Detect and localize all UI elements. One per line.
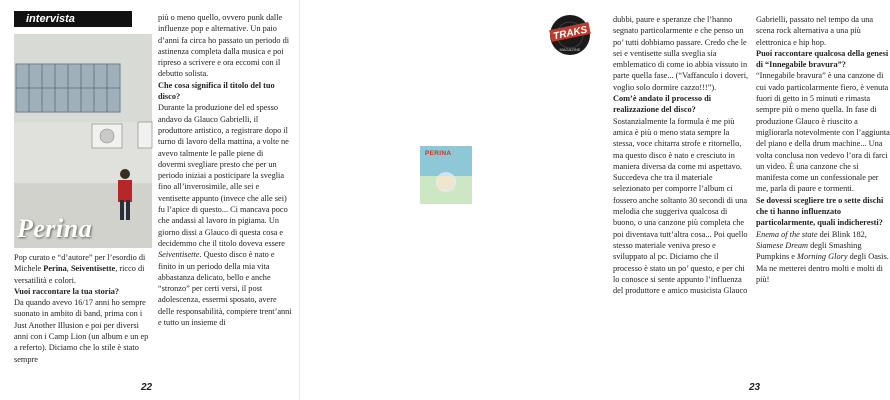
intro-album-name: Seiventisette (70, 264, 116, 274)
question-2: Che cosa significa il titolo del tuo disco? (158, 80, 275, 102)
answer-4: “Innegabile bravura” è una canzone di cui vado particolarmente fiero, è venuta fuori di getto in 5 minuti e rimasta sempre più o meno quella. In fase di produzione Glauco è riuscito a migliorarla notevolmente con l’aggiunta del piano e della drum machine... Una volta conclusa non vedevo l’ora di farci un video. È una canzone che si manifesta come un confessionale per me, parla di paure e tormenti. (756, 71, 890, 194)
column-2 (158, 12, 292, 328)
answer-2-album: Seiventisette (158, 250, 200, 260)
logo-text: TRAKS (552, 24, 589, 43)
artist-photo (14, 34, 152, 248)
left-page (0, 0, 300, 400)
page-number-right: 23 (749, 382, 761, 393)
intro-paragraph (14, 252, 152, 286)
intro-text-end: , ricco di versatilità e colori. (14, 264, 145, 285)
answer-5 (756, 229, 890, 285)
question-3: Com’è andato il processo di realizzazione del disco? (613, 94, 712, 115)
question-4: Puoi raccontare qualcosa della genesi di “Innegabile bravura”? (756, 48, 889, 70)
answer-5-album-3: Morning Glory (797, 252, 848, 262)
column-1 (14, 252, 152, 365)
album-cover-art (420, 146, 472, 204)
answer-2-continued: dubbi, paure e speranze che l’hanno segnato particolarmente e che penso un po’ tutti dobbiamo passare. Credo che le sei e ventisette sulla sveglia sia emblematico di come io abbia vissuto in parte quella fase... (“Vaffanculo i doveri, voglio solo dormire cazzo!!!”). (613, 15, 749, 92)
question-5: Se dovessi scegliere tre o sette dischi che ti hanno influenzato particolarmente, quali indicheresti? (756, 195, 884, 228)
answer-1: Da quando avevo 16/17 anni ho sempre suonato in ambito di band, prima con i Just Another Illusion e poi per diversi anni con i Camp Lion (un album e un ep a referto). Diciamo che lo stile è stato sempre (14, 298, 149, 364)
answer-5-text-2: degli Smashing Pumpkins e (756, 240, 862, 262)
album-cover (420, 146, 472, 204)
column-4 (756, 14, 890, 285)
intro-artist-name: Perina (43, 264, 67, 274)
answer-2-text: Durante la produzione del ed spesso andavo da Glauco Gabrielli, il produttore artistico, a registrare dopo il turno di lavoro della mattina, a volte ne avevo talmente le palle piene di dovermi svegliare presto che per un periodo iniziai a posticipare la sveglia fino all’inverosimile, alle sei e ventisette appunto (invece che alle sei) fu l’apice di questo... Ci mancava poco che andassi al lavoro in pigiama. Un giorno dissi a Glauco di questa cosa e decidemmo che il titolo doveva essere (158, 103, 289, 248)
logo-subtitle: MAGAZINE (559, 47, 581, 52)
answer-2-text-end: . Questo disco è nato e finito in un periodo della mia vita abbastanza delicato, bello e anche “stronzo” per certi versi, il post adolescenza, essermi sposato, avere delle responsabilità, compiere trent’anni e tutto un insieme di (158, 250, 292, 328)
section-tag: intervista (14, 11, 132, 27)
answer-5-album-1: Enema of the state (756, 229, 818, 239)
answer-5-text-3: degli Oasis. Ma ne metterei dentro molti e molti di più! (756, 252, 889, 284)
intro-text: Pop curato e “d’autore” per l’esordio di Michele (14, 253, 146, 274)
answer-3-continued: Gabrielli, passato nel tempo da una scena rock alternativa a una più elettronica e hip hop. (756, 15, 874, 47)
answer-1-continued: più o meno quello, ovvero punk dalle influenze pop e alternative. Un paio d’anni fa circa ho passato un periodo di astinenza completa dalla musica e poi ripreso a scrivere e ora eccomi con il debutto solista. (158, 13, 290, 79)
page-number-left: 22 (141, 382, 153, 393)
column-3 (613, 14, 749, 296)
answer-3: Sostanzialmente la formula è me più amica è più o meno stata sempre la stessa, voce chitarra strofe e ritornello, ma questo disco è nato e cresciuto in maniera diversa da come mi aspettavo. Succedeva che tra il materiale selezionato per comporre l’album ci fossero anche soltanto 30 secondi di una melodia che suggeriva qualcosa di buono, o una canzone più completa che poi diventava tutt’altra cosa... Poi quello stesso materiale veniva preso e sviluppato al pc. Diciamo che il processo è stato un po’ questo, e per chi lo conosce si sente appunto l’influenza del produttore e amico musicista Glauco (613, 116, 748, 296)
answer-5-text-1: dei Blink 182, (817, 229, 867, 239)
traks-logo (548, 11, 593, 59)
answer-2 (158, 102, 292, 328)
artist-name-overlay: Perina (17, 214, 93, 243)
answer-5-album-2: Siamese Dream (756, 240, 808, 250)
question-1: Vuoi raccontare la tua storia? (14, 286, 120, 296)
album-cover-title: PERINA (425, 150, 452, 157)
intro-separator: , (66, 264, 71, 274)
